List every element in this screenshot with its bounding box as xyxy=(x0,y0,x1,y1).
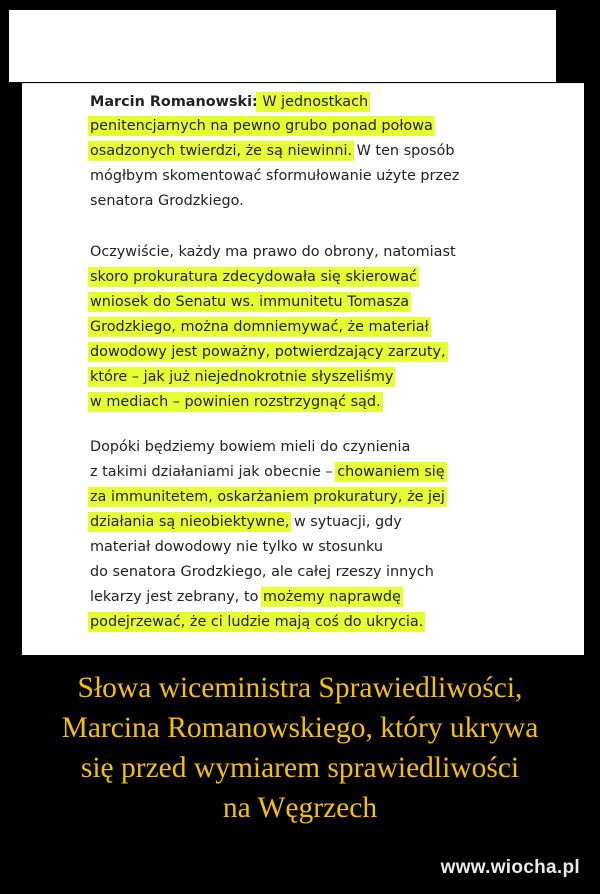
article-line xyxy=(90,315,429,339)
highlighted-text: skoro prokuratura zdecydowała się skierować xyxy=(90,269,417,285)
article-line xyxy=(90,290,409,314)
article-line xyxy=(90,139,455,163)
article-line: senatora Grodzkiego. xyxy=(90,193,244,209)
article-line xyxy=(90,610,423,634)
highlighted-text: działania są nieobiektywne, xyxy=(90,514,290,530)
highlighted-text: podejrzewać, że ci ludzie mają coś do ukrycia. xyxy=(90,614,424,630)
article-line xyxy=(90,390,381,414)
highlighted-text: w mediach – powinien rozstrzygnąć sąd. xyxy=(90,394,381,410)
article-screenshot xyxy=(22,83,584,655)
article-line: mógłbym skomentować sformułowanie użyte przez xyxy=(90,168,460,184)
article-text: W ten sposób xyxy=(352,143,455,159)
speaker-name: Marcin Romanowski: xyxy=(90,94,258,110)
article-text: lekarzy jest zebrany, to xyxy=(90,589,263,605)
highlighted-text: chowaniem się xyxy=(337,464,445,480)
watermark: www.wiocha.pl xyxy=(440,857,580,878)
highlighted-text: dowodowy jest poważny, potwierdzający zarzuty, xyxy=(90,344,446,360)
highlighted-text: wniosek do Senatu ws. immunitetu Tomasza xyxy=(90,294,410,310)
article-text: z takimi działaniami jak obecnie – xyxy=(90,464,338,480)
divider xyxy=(22,83,584,84)
article-line xyxy=(90,485,445,509)
caption xyxy=(0,668,600,828)
highlighted-text: które – jak już niejednokrotnie słyszeliśmy xyxy=(90,369,394,385)
article-text: w sytuacji, gdy xyxy=(289,514,402,530)
caption-line: Słowa wiceministra Sprawiedliwości, xyxy=(77,672,523,704)
caption-line: Marcina Romanowskiego, który ukrywa xyxy=(61,712,539,744)
article-line xyxy=(90,460,445,484)
highlighted-text: W jednostkach xyxy=(257,94,369,110)
article-line xyxy=(90,265,417,289)
article-line xyxy=(90,114,433,138)
article-line xyxy=(90,510,402,534)
article-line xyxy=(90,90,368,114)
article-line: materiał dowodowy nie tylko w stosunku xyxy=(90,539,383,555)
article-line: Dopóki będziemy bowiem mieli do czynienia xyxy=(90,439,411,455)
article-line xyxy=(90,585,401,609)
article-line xyxy=(90,340,446,364)
highlighted-text: możemy naprawdę xyxy=(262,589,401,605)
article-line xyxy=(90,365,393,389)
highlighted-text: penitencjarnych na pewno grubo ponad połowa xyxy=(90,118,433,134)
article-line: do senatora Grodzkiego, ale całej rzeszy innych xyxy=(90,564,434,580)
caption-line: na Węgrzech xyxy=(222,792,378,824)
highlighted-text: za immunitetem, oskarżaniem prokuratury, że jej xyxy=(90,489,445,505)
top-white-frame xyxy=(9,10,556,82)
article-line: Oczywiście, każdy ma prawo do obrony, natomiast xyxy=(90,244,456,260)
highlighted-text: Grodzkiego, można domniemywać, że materiał xyxy=(90,319,429,335)
caption-line: się przed wymiarem sprawiedliwości xyxy=(80,752,520,784)
highlighted-text: osadzonych twierdzi, że są niewinni. xyxy=(90,143,353,159)
